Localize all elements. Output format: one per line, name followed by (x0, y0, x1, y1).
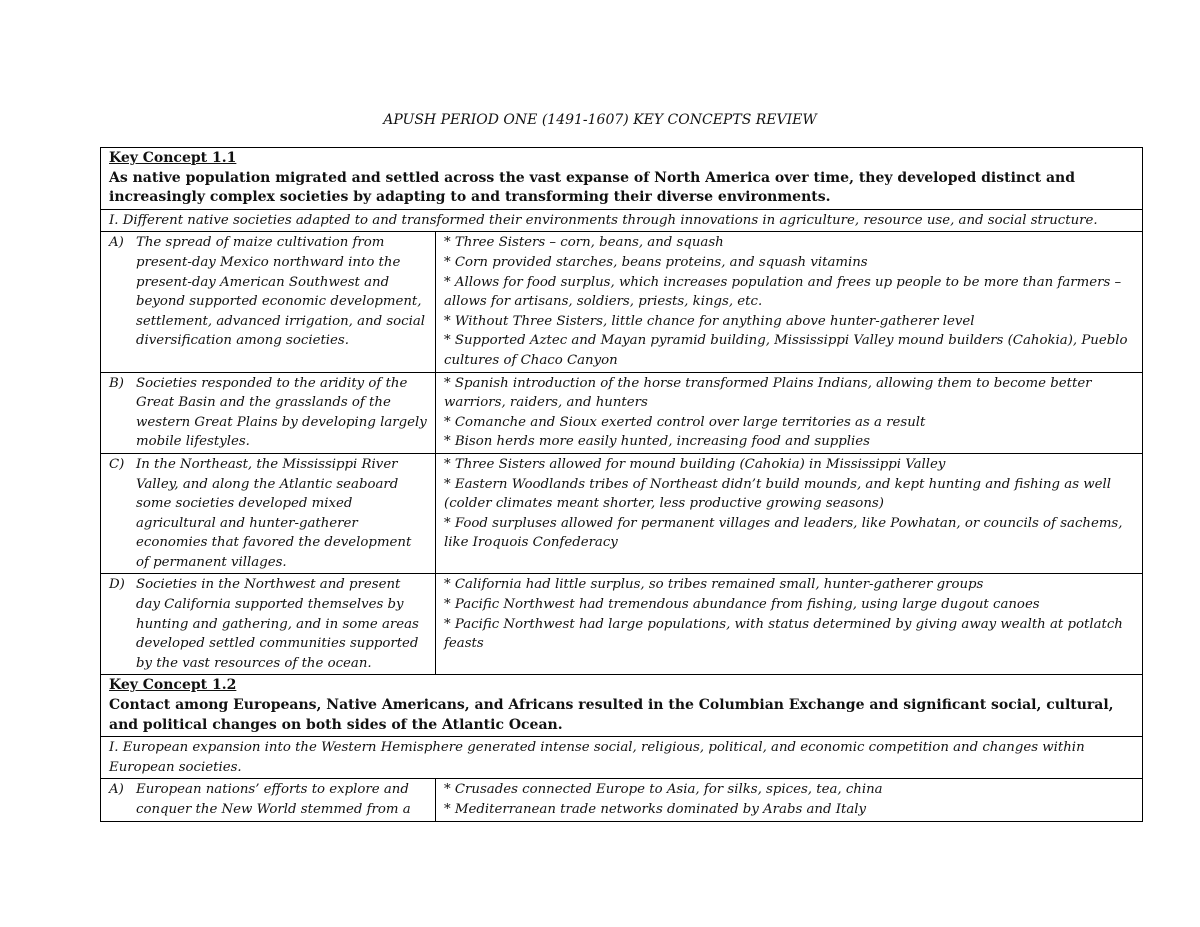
note: * Food surpluses allowed for permanent villages and leaders, like Powhatan, or councils of sachems, like Iroquois Confederacy (444, 515, 1123, 551)
note: * Allows for food surplus, which increases population and frees up people to be more than farmers – allows for artisans, soldiers, priests, kings, etc. (444, 274, 1122, 310)
key-concept-description: Contact among Europeans, Native Americans, and Africans resulted in the Columbian Exchange and significant social, cultural, and political changes on both sides of the Atlantic Ocean. (109, 697, 1114, 733)
item-letter: D) (109, 577, 125, 593)
key-concept-description: As native population migrated and settled across the vast expanse of North America over time, they developed distinct and increasingly complex societies by adapting to and transforming their diverse environments. (109, 169, 1075, 206)
note: * Mediterranean trade networks dominated by Arabs and Italy (444, 802, 867, 817)
note: * California had little surplus, so tribes remained small, hunter-gatherer groups (444, 577, 984, 593)
notes-cell (436, 372, 1143, 453)
topic-cell (101, 232, 436, 372)
notes-cell (436, 779, 1143, 821)
item-letter: B) (109, 375, 124, 391)
note: * Comanche and Sioux exerted control over large territories as a result (444, 414, 926, 430)
document-title: APUSH PERIOD ONE (1491-1607) KEY CONCEPTS REVIEW (383, 112, 817, 128)
item-text: The spread of maize cultivation from present-day Mexico northward into the present-day American Southwest and beyond supported economic development, settlement, advanced irrigation, and social diversification among societies. (136, 235, 426, 349)
table-row (101, 453, 1143, 574)
table-row (101, 372, 1143, 453)
key-concepts-table (100, 147, 1143, 822)
table-row (101, 779, 1143, 821)
notes-cell (436, 453, 1143, 574)
item-text: In the Northeast, the Mississippi River Valley, and along the Atlantic seaboard some societies developed mixed agricultural and hunter-gatherer economies that favored the development of permanent villages. (136, 456, 412, 570)
concept-header-row (101, 148, 1143, 210)
section-heading: I. European expansion into the Western Hemisphere generated intense social, religious, political, and economic competition and changes within European societies. (101, 737, 1143, 779)
section-row (101, 737, 1143, 779)
note: * Without Three Sisters, little chance for anything above hunter-gatherer level (444, 313, 975, 329)
note: * Supported Aztec and Mayan pyramid building, Mississippi Valley mound builders (Cahokia), Pueblo cultures of Chaco Canyon (444, 333, 1128, 368)
notes-cell (436, 574, 1143, 675)
item-text: European nations’ efforts to explore and conquer the New World stemmed from a (136, 782, 411, 817)
topic-cell (101, 453, 436, 574)
note: * Bison herds more easily hunted, increasing food and supplies (444, 434, 870, 450)
table-row (101, 232, 1143, 372)
note: * Pacific Northwest had tremendous abundance from fishing, using large dugout canoes (444, 597, 1040, 613)
section-row (101, 209, 1143, 232)
note: * Eastern Woodlands tribes of Northeast didn’t build mounds, and kept hunting and fishing as well (colder climates meant shorter, less productive growing seasons) (444, 476, 1112, 512)
topic-cell (101, 574, 436, 675)
table-row (101, 574, 1143, 675)
item-letter: A) (109, 235, 124, 251)
key-concept-title: Key Concept 1.2 (109, 677, 237, 694)
note: * Three Sisters allowed for mound building (Cahokia) in Mississippi Valley (444, 456, 946, 472)
item-text: Societies responded to the aridity of the Great Basin and the grasslands of the western Great Plains by developing largely mobile lifestyles. (136, 375, 427, 450)
item-letter: A) (109, 782, 124, 798)
note: * Three Sisters – corn, beans, and squash (444, 235, 724, 251)
item-letter: C) (109, 456, 125, 472)
key-concept-title: Key Concept 1.1 (109, 150, 237, 166)
note: * Crusades connected Europe to Asia, for silks, spices, tea, china (444, 782, 883, 798)
note: * Corn provided starches, beans proteins, and squash vitamins (444, 254, 868, 270)
concept-header-row (101, 675, 1143, 737)
note: * Pacific Northwest had large populations, with status determined by giving away wealth at potlatch feasts (444, 616, 1123, 652)
item-text: Societies in the Northwest and present day California supported themselves by hunting and gathering, and in some areas developed settled communities supported by the vast resources of the ocean. (136, 577, 419, 671)
topic-cell (101, 372, 436, 453)
topic-cell (101, 779, 436, 821)
notes-cell (436, 232, 1143, 372)
section-heading: I. Different native societies adapted to and transformed their environments through innovations in agriculture, resource use, and social structure. (101, 209, 1143, 232)
key-concept-cell (101, 675, 1143, 737)
key-concept-cell (101, 148, 1143, 210)
note: * Spanish introduction of the horse transformed Plains Indians, allowing them to become better warriors, raiders, and hunters (444, 375, 1092, 411)
